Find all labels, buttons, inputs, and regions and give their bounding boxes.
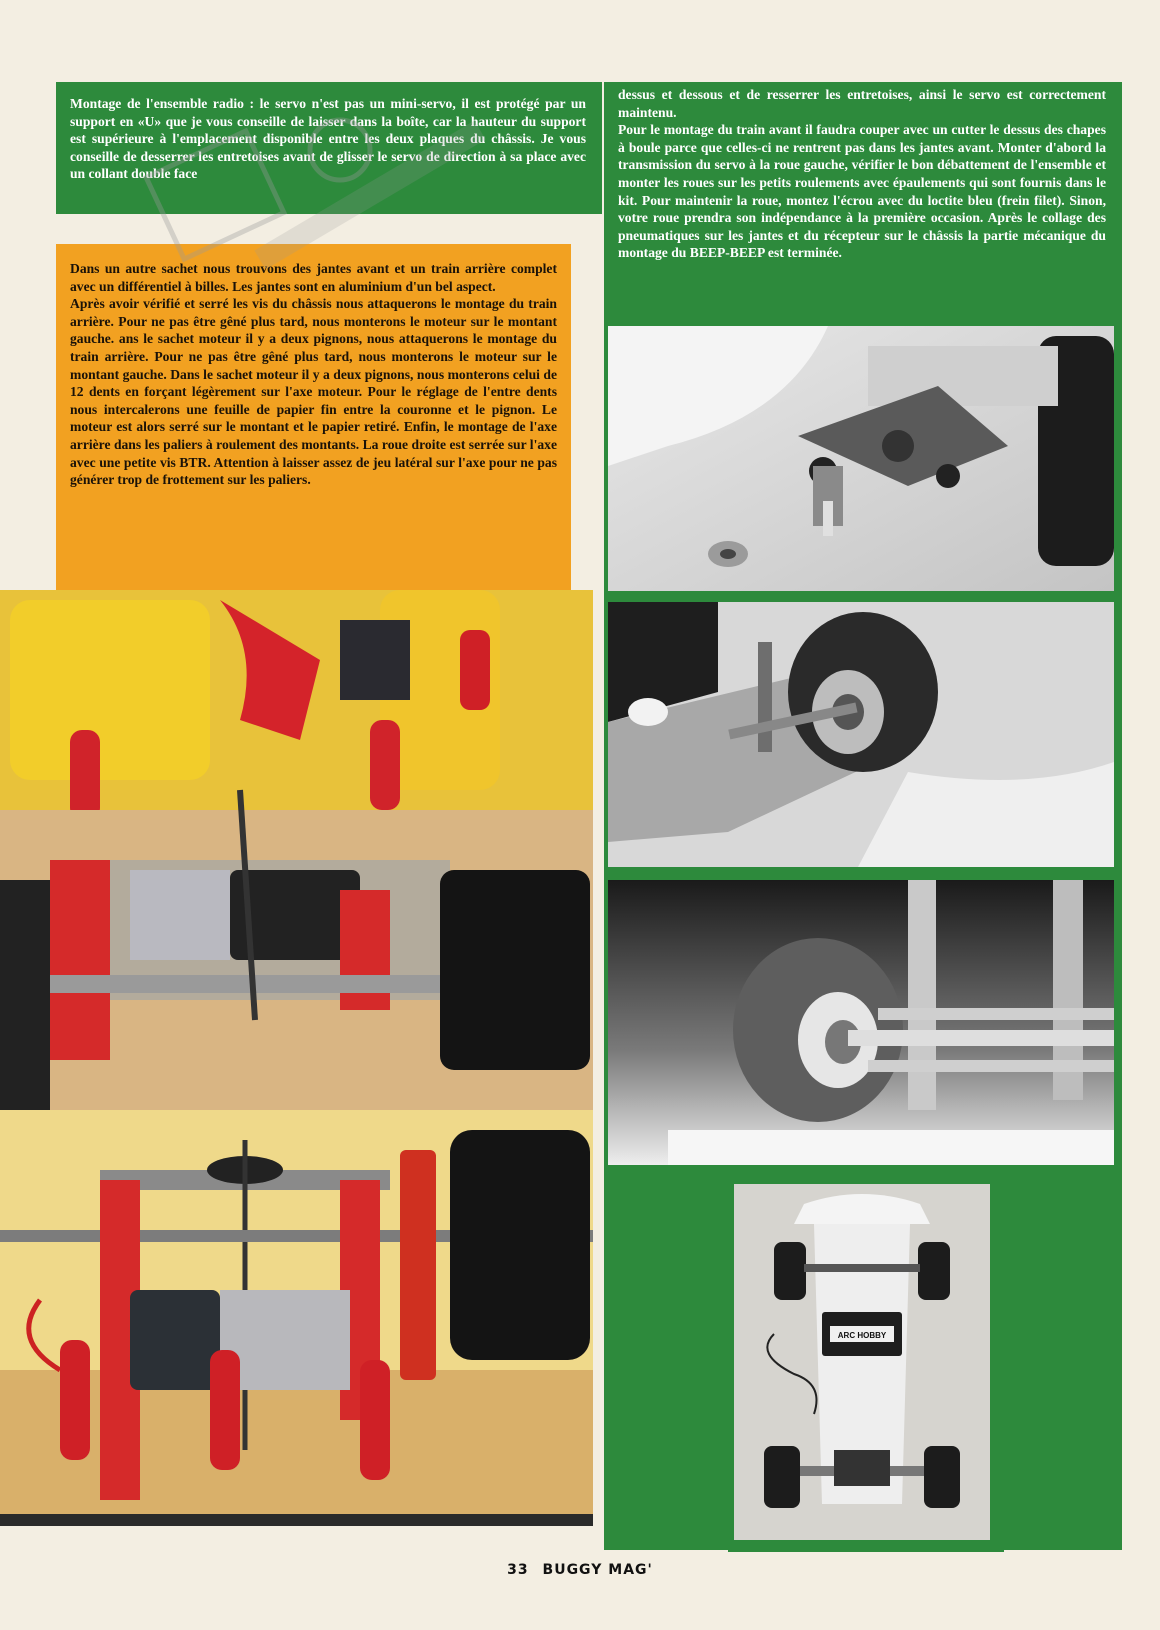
- front-hub-photo: [608, 326, 1114, 591]
- radio-assembly-textbox: [56, 82, 602, 214]
- rear-train-textbox: [56, 244, 571, 590]
- front-wheel-photo: [608, 602, 1114, 867]
- front-train-textbox: [604, 82, 1122, 318]
- receiver-label: ARC HOBBY: [837, 1331, 887, 1340]
- rear-train-paragraph-1: Dans un autre sachet nous trouvons des jantes avant et un train arrière complet avec un différentiel à billes. Les jantes sont en aluminium d'un bel aspect.: [70, 261, 557, 294]
- magazine-name: BUGGY MAG': [542, 1562, 653, 1578]
- front-train-paragraph-1: dessus et dessous et de resserrer les entretoises, ainsi le servo est correctement maintenu.: [618, 87, 1106, 120]
- page-number: 33: [507, 1562, 529, 1578]
- front-train-paragraph-2: Pour le montage du train avant il faudra couper avec un cutter le dessus des chapes à boule parce que celles-ci ne rentrent pas dans les jantes avant. Monter d'abord la transmission du servo à la roue gauche, vérifier le bon débattement de l'ensemble et monter les roues sur les petits roulements avec épaulements qui sont fournis dans le kit. Pour maintenir la roue, montez l'écrou avec du loctite bleu (frein filet). Sinon, votre roue prendra son indépendance à la première occasion. Après le collage des pneumatiques sur les jantes et du récepteur sur le châssis la partie mécanique du montage du BEEP-BEEP est terminée.: [618, 122, 1106, 261]
- rear-train-battery-photo: [0, 590, 593, 1110]
- assembled-car-photo: [734, 1184, 990, 1540]
- rear-train-paragraph-2: Après avoir vérifié et serré les vis du châssis nous attaquerons le montage du train arrière. Pour ne pas être gêné plus tard, nous monterons le moteur sur le montant gauche. ans le sachet moteur il y a deux pignons, nous attaquerons le montage du train arrière. Pour ne pas être gêné plus tard, nous monterons le moteur sur le montant gauche. Dans le sachet moteur il y a deux pignons, nous monterons celui de 12 dents en forçant légèrement sur l'axe moteur. Pour le réglage de l'entre dents nous intercalerons une feuille de papier fin entre la couronne et le pignon. Le moteur est alors serré sur le montant et le papier retiré. Enfin, le montage de l'axe arrière dans les paliers à roulement des montants. La roue droite est serrée sur l'axe avec une petite vis BTR. Attention à laisser assez de jeu latéral sur l'axe pour ne pas générer trop de frottement sur les paliers.: [70, 296, 557, 488]
- radio-assembly-paragraph: Montage de l'ensemble radio : le servo n'est pas un mini-servo, il est protégé par un support en «U» que je vous conseille de laisser dans la boîte, car la hauteur du support est supérieure à l'emplacement disponible entre les deux plaques du châssis. Je vous conseille de desserrer les entretoises avant de glisser le servo de direction à sa place avec un collant double face: [70, 96, 586, 182]
- rear-wheel-photo: [608, 880, 1114, 1165]
- page-footer: [0, 1562, 1160, 1578]
- photo-column-tab: [728, 1540, 1004, 1552]
- rear-axle-photo: [0, 1110, 593, 1526]
